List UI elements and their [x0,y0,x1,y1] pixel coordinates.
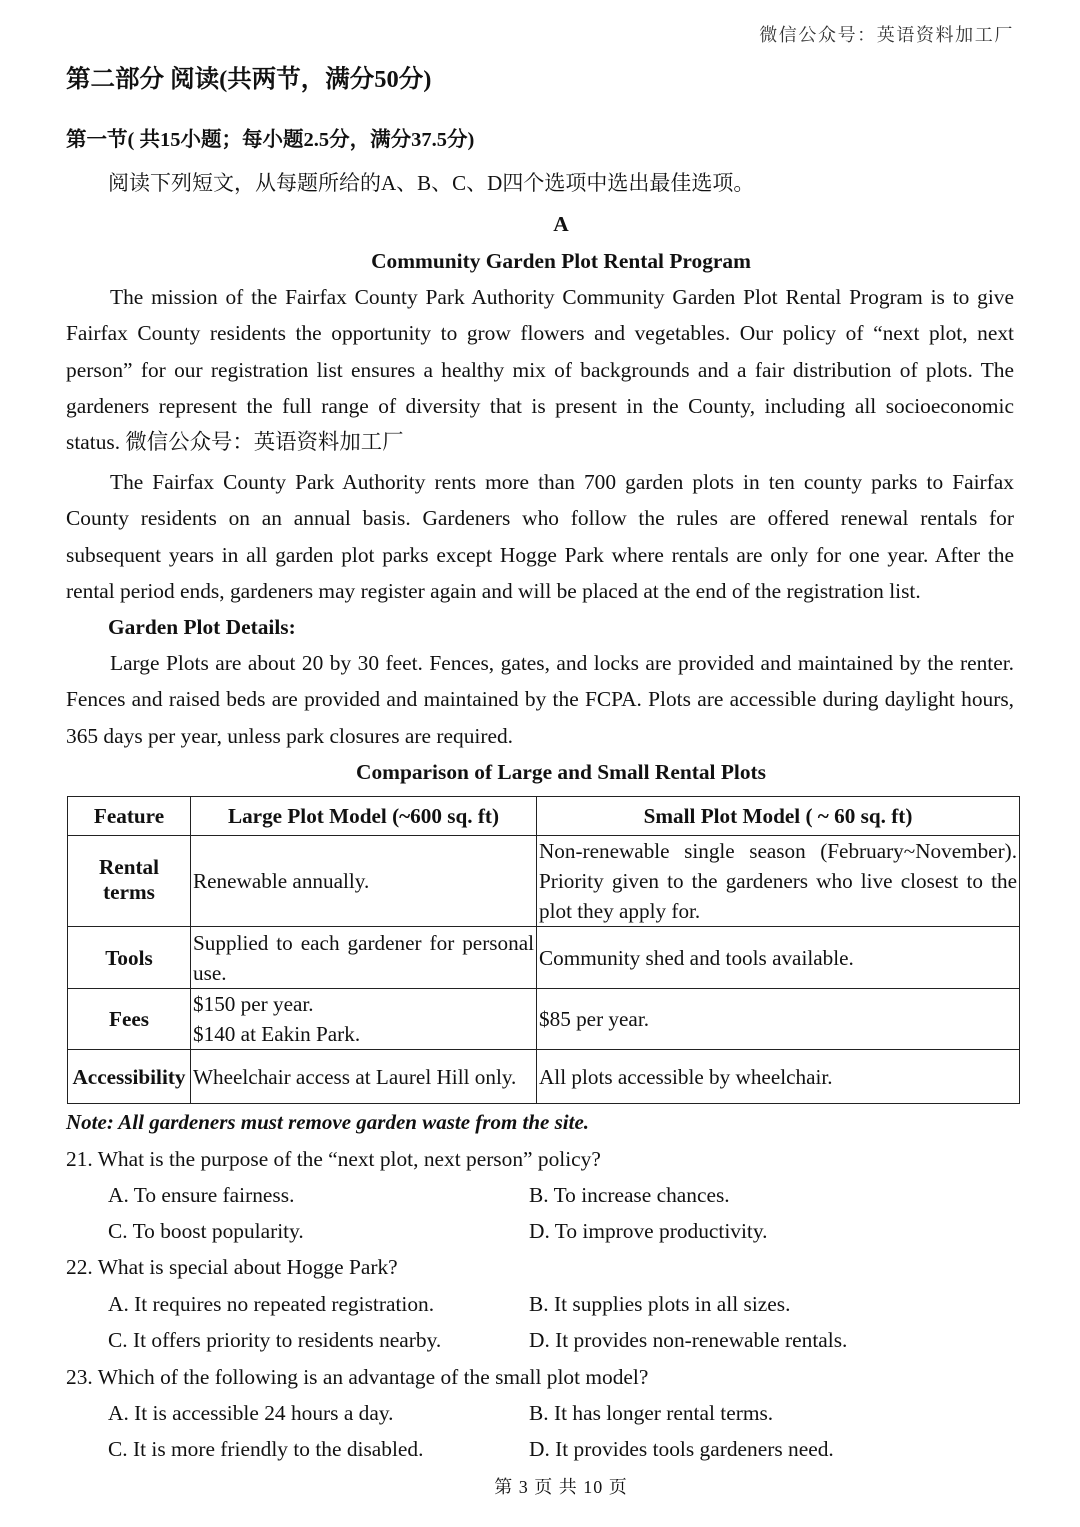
table-caption: Comparison of Large and Small Rental Plots [356,760,766,784]
paragraph-line: person” for our registration list ensures a healthy mix of backgrounds and a fair distribution of plots. The [66,357,1014,382]
question-22-stem: 22. What is special about Hogge Park? [66,1255,398,1279]
table-row-tools [68,927,1020,989]
row-feature-cell [68,927,191,989]
row-feature-cell [68,989,191,1050]
question-21-stem: 21. What is the purpose of the “next plot, next person” policy? [66,1147,601,1171]
question-23-option-b: B. It has longer rental terms. [529,1401,774,1425]
table-row-fees [68,989,1020,1050]
paragraph-line: Fairfax County residents the opportunity to grow flowers and vegetables. Our policy of “next plot, next [66,321,1014,346]
large-plot-cell [191,836,537,927]
cell-line: Community shed and tools available. [539,945,854,970]
row-feature-label: Fees [109,1007,149,1031]
large-plot-cell [191,927,537,989]
question-22-option-b: B. It supplies plots in all sizes. [529,1292,791,1316]
cell-line: Non-renewable single season (February~November). [539,839,1017,863]
section-title: 第一节( 共15小题；每小题2.5分，满分37.5分) [66,129,475,151]
small-plot-cell [537,989,1020,1050]
passage-paragraph-1 [66,279,1014,460]
cell-line: $85 per year. [539,1007,650,1031]
instructions: 阅读下列短文，从每题所给的A、B、C、D四个选项中选出最佳选项。 [108,171,755,195]
paragraph-line: subsequent years in all garden plot parks except Hogge Park where rentals are only for one year. After the [66,542,1014,567]
paragraph-line: The mission of the Fairfax County Park Authority Community Garden Plot Rental Program is to give [110,285,1014,309]
cell-line: plot they apply for. [539,899,701,923]
passage-title: Community Garden Plot Rental Program [371,249,751,273]
cell-line: use. [193,960,227,985]
header-small-plot: Small Plot Model ( ~ 60 sq. ft) [537,797,1020,836]
cell-line: All plots accessible by wheelchair. [539,1064,833,1089]
paragraph-line: status. 微信公众号：英语资料加工厂 [66,430,404,454]
passage-paragraph-2 [66,464,1014,609]
cell-line: Priority given to the gardeners who live closest to the [539,869,1017,893]
large-plot-cell [191,989,537,1050]
paragraph-line: Fences and raised beds are provided and maintained by the FCPA. Plots are accessible during daylight hours, [66,687,1014,712]
paragraph-line: The Fairfax County Park Authority rents more than 700 garden plots in ten county parks to Fairfax [110,470,1014,494]
question-22-option-a: A. It requires no repeated registration. [108,1292,435,1316]
small-plot-cell [537,927,1020,989]
question-21-option-c: C. To boost popularity. [108,1219,304,1243]
details-heading: Garden Plot Details: [108,615,296,639]
row-feature-label: Rental terms [98,855,160,904]
cell-line: Renewable annually. [193,869,370,893]
passage-paragraph-3 [66,645,1014,754]
table-header-row [68,797,1020,836]
table-row-rental-terms [68,836,1020,927]
paragraph-line: County residents on an annual basis. Gardeners who follow the rules are offered renewal rentals for [66,506,1014,531]
large-plot-cell [191,1050,537,1104]
question-22-option-c: C. It offers priority to residents nearby. [108,1328,442,1352]
part-title: 第二部分 阅读(共两节，满分50分) [66,66,432,93]
comparison-table [67,796,1020,1104]
row-feature-cell [68,1050,191,1104]
header-large-plot: Large Plot Model (~600 sq. ft) [191,797,537,836]
cell-line: Wheelchair access at Laurel Hill only. [193,1064,517,1089]
small-plot-cell [537,1050,1020,1104]
question-23-stem: 23. Which of the following is an advantage of the small plot model? [66,1365,649,1389]
paragraph-line: rental period ends, gardeners may register again and will be placed at the end of the registration list. [66,578,921,603]
paragraph-line: Large Plots are about 20 by 30 feet. Fences, gates, and locks are provided and maintained by the renter. [110,651,1014,675]
row-feature-label: Tools [105,945,153,970]
question-22-option-d: D. It provides non-renewable rentals. [529,1328,848,1352]
row-feature-cell [68,836,191,927]
question-21-option-a: A. To ensure fairness. [108,1183,295,1207]
header-feature: Feature [68,797,191,836]
question-21-option-d: D. To improve productivity. [529,1219,768,1243]
cell-line: $140 at Eakin Park. [193,1022,361,1046]
row-feature-label: Accessibility [72,1064,186,1089]
question-21-option-b: B. To increase chances. [529,1183,730,1207]
question-23-option-d: D. It provides tools gardeners need. [529,1437,834,1461]
table-note: Note: All gardeners must remove garden waste from the site. [66,1110,590,1134]
table-row-accessibility [68,1050,1020,1104]
cell-line: $150 per year. [193,992,314,1016]
cell-line: Supplied to each gardener for personal [193,930,534,955]
page-indicator: 第 3 页 共 10 页 [494,1477,628,1497]
passage-label: A [553,212,569,236]
small-plot-cell [537,836,1020,927]
question-23-option-c: C. It is more friendly to the disabled. [108,1437,424,1461]
paragraph-line: 365 days per year, unless park closures are required. [66,723,513,748]
header-watermark: 微信公众号：英语资料加工厂 [759,25,1014,45]
paragraph-line: gardeners represent the full range of diversity that is present in the County, including all socioeconomic [66,393,1014,418]
question-23-option-a: A. It is accessible 24 hours a day. [108,1401,394,1425]
